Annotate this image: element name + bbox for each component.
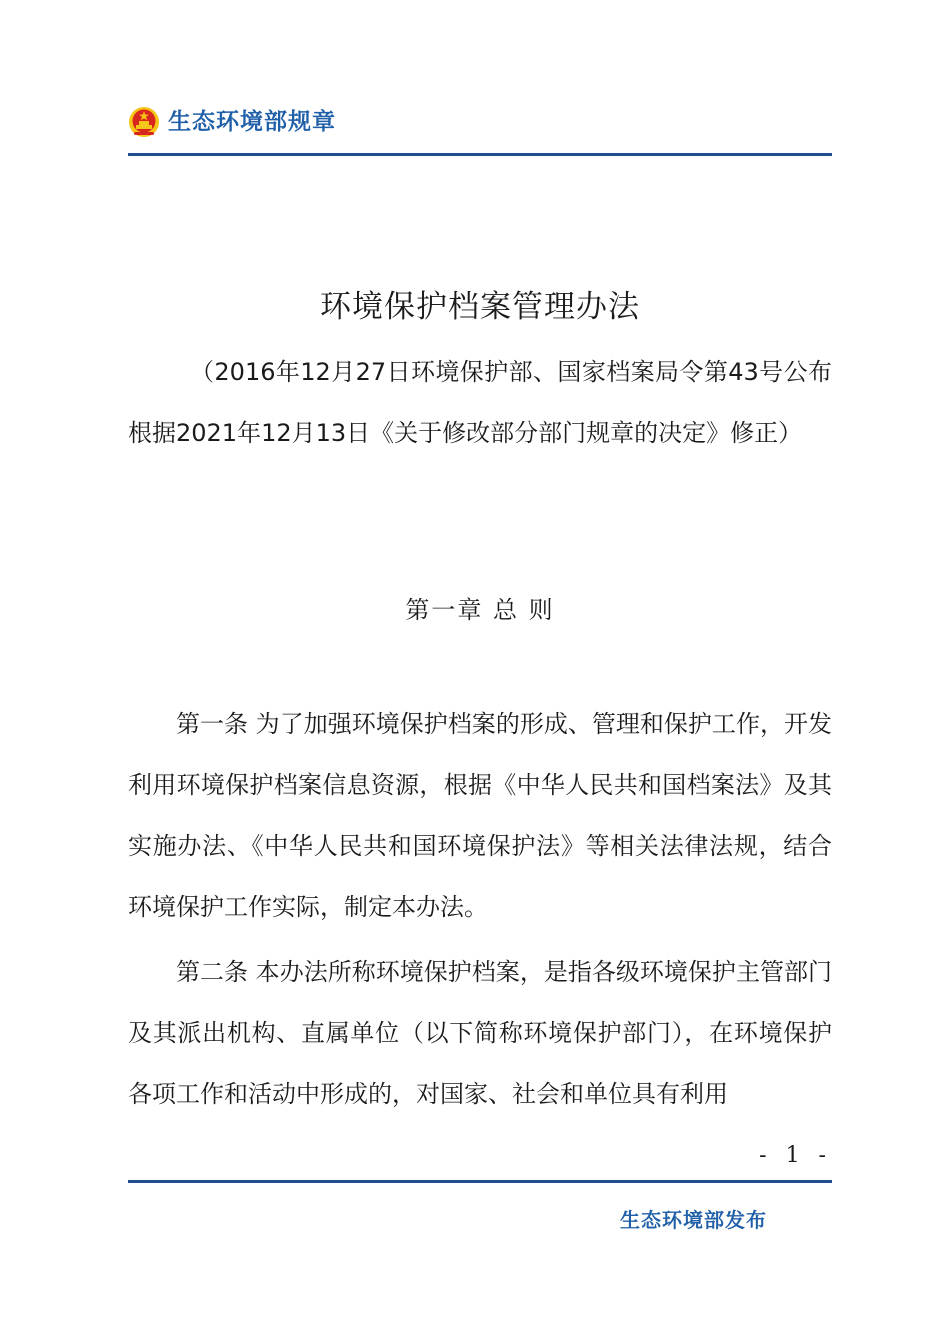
footer-publisher: 生态环境部发布 <box>620 1208 767 1232</box>
source-note: （2016年12月27日环境保护部、国家档案局令第43号公布 根据2021年12月13日《关于修改部分部门规章的决定》修正） <box>128 358 856 447</box>
chapter-heading: 第一章 总 则 <box>405 596 555 624</box>
article-2: 第二条 本办法所称环境保护档案，是指各级环境保护主管部门及其派出机构、直属单位（以下简称环境保护部门），在环境保护各项工作和活动中形成的，对国家、社会和单位具有利用 <box>128 958 832 1108</box>
article-1: 第一条 为了加强环境保护档案的形成、管理和保护工作，开发利用环境保护档案信息资源，根据《中华人民共和国档案法》及其实施办法、《中华人民共和国环境保护法》等相关法律法规，结合环境保护工作实际，制定本办法。 <box>128 710 832 921</box>
footer-divider <box>128 1180 832 1183</box>
document-title: 环境保护档案管理办法 <box>320 289 640 325</box>
header-title: 生态环境部规章 <box>168 109 336 135</box>
page-number: - 1 - <box>759 1143 832 1168</box>
page-header <box>128 100 336 144</box>
national-emblem-icon <box>128 106 160 138</box>
header-divider <box>128 153 832 156</box>
